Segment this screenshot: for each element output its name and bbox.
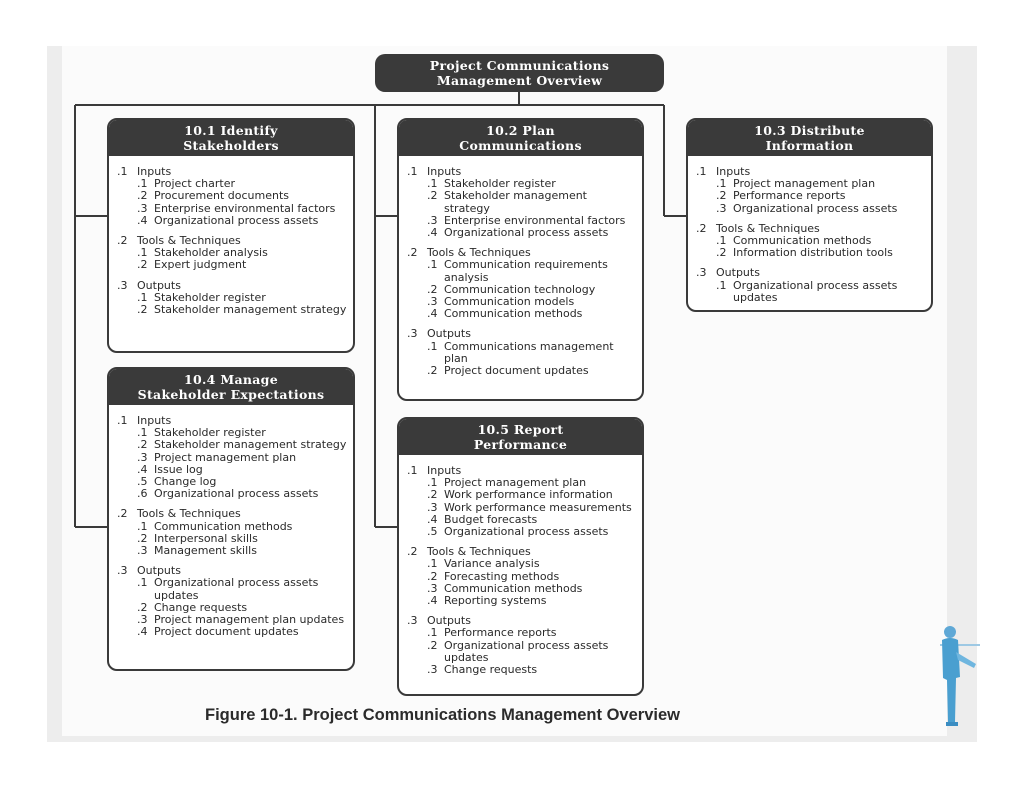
section-number: .3 (117, 278, 128, 292)
item-text: Stakeholder management strategy (154, 438, 347, 452)
list-item (137, 577, 347, 601)
item-text: Organizational process assets (733, 201, 898, 215)
item-number: .4 (427, 307, 438, 321)
list-item (427, 227, 636, 239)
section-items (427, 558, 636, 607)
item-text: Work performance measurements (444, 500, 632, 514)
item-number: .1 (137, 576, 148, 590)
item-text: Information distribution tools (733, 246, 893, 260)
overview-title-line1: Project Communications (429, 58, 610, 73)
section-items (716, 235, 925, 259)
section-heading (407, 328, 636, 340)
item-number: .4 (137, 213, 148, 227)
list-item (137, 545, 347, 557)
box-section (407, 166, 636, 239)
item-text: Budget forecasts (444, 512, 538, 526)
item-text: Organizational process assets updates (154, 576, 319, 602)
item-number: .3 (427, 500, 438, 514)
item-number: .1 (427, 557, 438, 571)
section-number: .3 (696, 266, 707, 280)
item-number: .1 (427, 476, 438, 490)
list-item (137, 304, 347, 316)
box-section (117, 565, 347, 638)
item-text: Organizational process assets updates (733, 278, 898, 304)
item-text: Organizational process assets (154, 487, 319, 501)
process-box-distribute-information (686, 118, 933, 312)
list-item (427, 502, 636, 514)
item-text: Change requests (154, 600, 248, 614)
item-number: .3 (716, 201, 727, 215)
item-number: .2 (427, 282, 438, 296)
item-text: Project management plan updates (154, 613, 345, 627)
process-box-plan-communications (397, 118, 644, 401)
list-item (427, 640, 636, 664)
list-item (427, 526, 636, 538)
box-section (407, 328, 636, 377)
item-text: Communication methods (444, 307, 583, 321)
item-text: Communication models (444, 295, 575, 309)
section-items (137, 247, 347, 271)
item-text: Work performance information (444, 488, 613, 502)
box-section (117, 280, 347, 317)
item-text: Forecasting methods (444, 569, 560, 583)
item-number: .1 (137, 246, 148, 260)
item-number: .3 (137, 450, 148, 464)
list-item (137, 203, 347, 215)
section-label: Inputs (716, 165, 751, 178)
box-title-line2: Performance (473, 437, 568, 452)
item-text: Management skills (154, 544, 257, 558)
item-text: Enterprise environmental factors (154, 201, 336, 215)
item-number: .6 (137, 487, 148, 501)
list-item (427, 259, 636, 283)
item-number: .2 (137, 303, 148, 317)
section-label: Inputs (137, 165, 172, 178)
item-text: Organizational process assets (154, 213, 319, 227)
item-number: .1 (716, 278, 727, 292)
item-text: Project management plan (444, 476, 587, 490)
item-number: .2 (427, 488, 438, 502)
box-title (109, 369, 353, 405)
item-text: Issue log (154, 462, 203, 476)
item-text: Project management plan (154, 450, 297, 464)
item-text: Project charter (154, 177, 236, 191)
item-text: Communication technology (444, 282, 596, 296)
box-section (117, 415, 347, 500)
section-label: Outputs (427, 327, 471, 341)
item-text: Communication requirements analysis (444, 258, 608, 284)
item-text: Project document updates (154, 625, 299, 639)
section-items (427, 341, 636, 378)
item-number: .4 (137, 625, 148, 639)
item-number: .1 (137, 519, 148, 533)
section-label: Outputs (137, 564, 181, 578)
item-text: Procurement documents (154, 189, 290, 203)
list-item (427, 664, 636, 676)
item-text: Enterprise environmental factors (444, 213, 626, 227)
box-body (399, 455, 642, 676)
section-label: Inputs (137, 414, 172, 427)
list-item (137, 626, 347, 638)
box-section (407, 247, 636, 320)
list-item (716, 247, 925, 259)
item-text: Project management plan (733, 177, 876, 191)
item-number: .1 (137, 290, 148, 304)
item-number: .3 (427, 295, 438, 309)
box-title-line2: Communications (459, 138, 582, 153)
box-section (117, 166, 347, 227)
section-number: .1 (696, 165, 707, 178)
box-title-line1: 10.2 Plan (486, 123, 555, 138)
item-number: .2 (137, 258, 148, 272)
box-section (696, 267, 925, 304)
item-number: .3 (137, 613, 148, 627)
process-box-identify-stakeholders (107, 118, 355, 353)
list-item (427, 571, 636, 583)
item-text: Stakeholder register (154, 426, 266, 440)
box-title (399, 120, 642, 156)
item-number: .1 (427, 177, 438, 191)
section-items (137, 577, 347, 638)
section-items (137, 292, 347, 316)
item-number: .4 (427, 512, 438, 526)
box-title-line1: 10.4 Manage (184, 372, 278, 387)
section-label: Inputs (427, 464, 462, 477)
item-number: .3 (427, 581, 438, 595)
box-section (407, 465, 636, 538)
box-section (407, 615, 636, 676)
item-text: Change requests (444, 663, 538, 677)
section-number: .3 (117, 564, 128, 578)
item-number: .1 (137, 426, 148, 440)
person-silhouette-graphic (936, 622, 980, 732)
item-number: .4 (427, 594, 438, 608)
list-item (137, 452, 347, 464)
list-item (137, 190, 347, 202)
item-text: Stakeholder register (154, 290, 266, 304)
box-body (109, 156, 353, 316)
section-items (137, 178, 347, 227)
item-number: .1 (427, 339, 438, 353)
section-items (427, 477, 636, 538)
list-item (427, 308, 636, 320)
box-title-line2: Stakeholder Expectations (137, 387, 325, 402)
box-body (109, 405, 353, 638)
section-items (716, 178, 925, 215)
section-items (716, 280, 925, 304)
item-text: Variance analysis (444, 557, 540, 571)
item-number: .2 (427, 638, 438, 652)
overview-header (375, 54, 664, 92)
box-title-line2: Information (765, 138, 854, 153)
box-section (696, 223, 925, 260)
box-title (688, 120, 931, 156)
section-label: Outputs (427, 614, 471, 628)
item-number: .2 (716, 246, 727, 260)
list-item (137, 439, 347, 451)
section-heading (117, 280, 347, 292)
section-number: .3 (407, 327, 418, 341)
list-item (427, 627, 636, 639)
item-number: .1 (137, 177, 148, 191)
section-number: .3 (407, 614, 418, 628)
section-label: Outputs (137, 278, 181, 292)
section-number: .2 (117, 234, 128, 248)
list-item (137, 259, 347, 271)
item-text: Organizational process assets updates (444, 638, 609, 664)
section-number: .1 (117, 165, 128, 178)
box-title (399, 419, 642, 455)
section-number: .1 (407, 464, 418, 477)
section-heading (117, 508, 347, 520)
box-body (688, 156, 931, 304)
item-text: Reporting systems (444, 594, 547, 608)
list-item (716, 203, 925, 215)
section-number: .1 (117, 414, 128, 427)
item-number: .2 (427, 569, 438, 583)
item-number: .1 (716, 234, 727, 248)
item-number: .3 (137, 201, 148, 215)
box-title-line1: 10.1 Identify (184, 123, 278, 138)
list-item (716, 280, 925, 304)
section-number: .1 (407, 165, 418, 178)
list-item (427, 558, 636, 570)
list-item (716, 190, 925, 202)
process-box-manage-stakeholder-expectations (107, 367, 355, 671)
section-items (427, 178, 636, 239)
item-number: .2 (716, 189, 727, 203)
section-number: .2 (407, 545, 418, 559)
item-text: Stakeholder analysis (154, 246, 268, 260)
box-section (117, 508, 347, 557)
item-number: .1 (427, 258, 438, 272)
box-title (109, 120, 353, 156)
overview-title-line2: Management Overview (436, 73, 603, 88)
process-box-report-performance (397, 417, 644, 696)
item-text: Interpersonal skills (154, 531, 258, 545)
section-label: Tools & Techniques (137, 234, 241, 248)
section-heading (696, 267, 925, 279)
item-text: Change log (154, 475, 217, 489)
item-text: Communication methods (733, 234, 872, 248)
box-body (399, 156, 642, 377)
box-section (696, 166, 925, 215)
item-number: .1 (427, 626, 438, 640)
item-number: .2 (137, 189, 148, 203)
section-label: Tools & Techniques (137, 507, 241, 521)
figure-caption: Figure 10-1. Project Communications Management Overview (205, 706, 680, 724)
item-text: Organizational process assets (444, 226, 609, 240)
item-text: Stakeholder register (444, 177, 556, 191)
box-section (407, 546, 636, 607)
item-text: Stakeholder management strategy (154, 303, 347, 317)
item-text: Communication methods (444, 581, 583, 595)
list-item (137, 488, 347, 500)
item-number: .2 (427, 189, 438, 203)
section-items (427, 259, 636, 320)
list-item (427, 341, 636, 365)
item-text: Expert judgment (154, 258, 247, 272)
item-number: .2 (427, 364, 438, 378)
item-number: .2 (137, 600, 148, 614)
section-label: Tools & Techniques (716, 221, 820, 235)
item-text: Stakeholder management strategy (444, 189, 587, 215)
item-text: Organizational process assets (444, 525, 609, 539)
item-number: .2 (137, 438, 148, 452)
section-number: .2 (117, 507, 128, 521)
box-section (117, 235, 347, 272)
box-title-line1: 10.3 Distribute (754, 123, 865, 138)
item-text: Performance reports (733, 189, 846, 203)
item-number: .2 (137, 531, 148, 545)
section-items (137, 427, 347, 500)
box-title-line1: 10.5 Report (477, 422, 564, 437)
section-number: .2 (696, 221, 707, 235)
list-item (427, 489, 636, 501)
list-item (137, 521, 347, 533)
item-number: .5 (427, 525, 438, 539)
item-number: .3 (137, 544, 148, 558)
item-number: .4 (137, 462, 148, 476)
item-text: Project document updates (444, 364, 589, 378)
section-label: Inputs (427, 165, 462, 178)
item-number: .5 (137, 475, 148, 489)
section-label: Tools & Techniques (427, 246, 531, 260)
section-label: Outputs (716, 266, 760, 280)
section-number: .2 (407, 246, 418, 260)
list-item (137, 215, 347, 227)
item-text: Performance reports (444, 626, 557, 640)
item-number: .3 (427, 663, 438, 677)
item-text: Communications management plan (444, 339, 614, 365)
list-item (427, 365, 636, 377)
section-label: Tools & Techniques (427, 545, 531, 559)
list-item (427, 595, 636, 607)
section-items (427, 627, 636, 676)
box-title-line2: Stakeholders (183, 138, 279, 153)
list-item (427, 190, 636, 214)
item-number: .4 (427, 226, 438, 240)
item-number: .1 (716, 177, 727, 191)
item-number: .3 (427, 213, 438, 227)
item-text: Communication methods (154, 519, 293, 533)
section-items (137, 521, 347, 558)
